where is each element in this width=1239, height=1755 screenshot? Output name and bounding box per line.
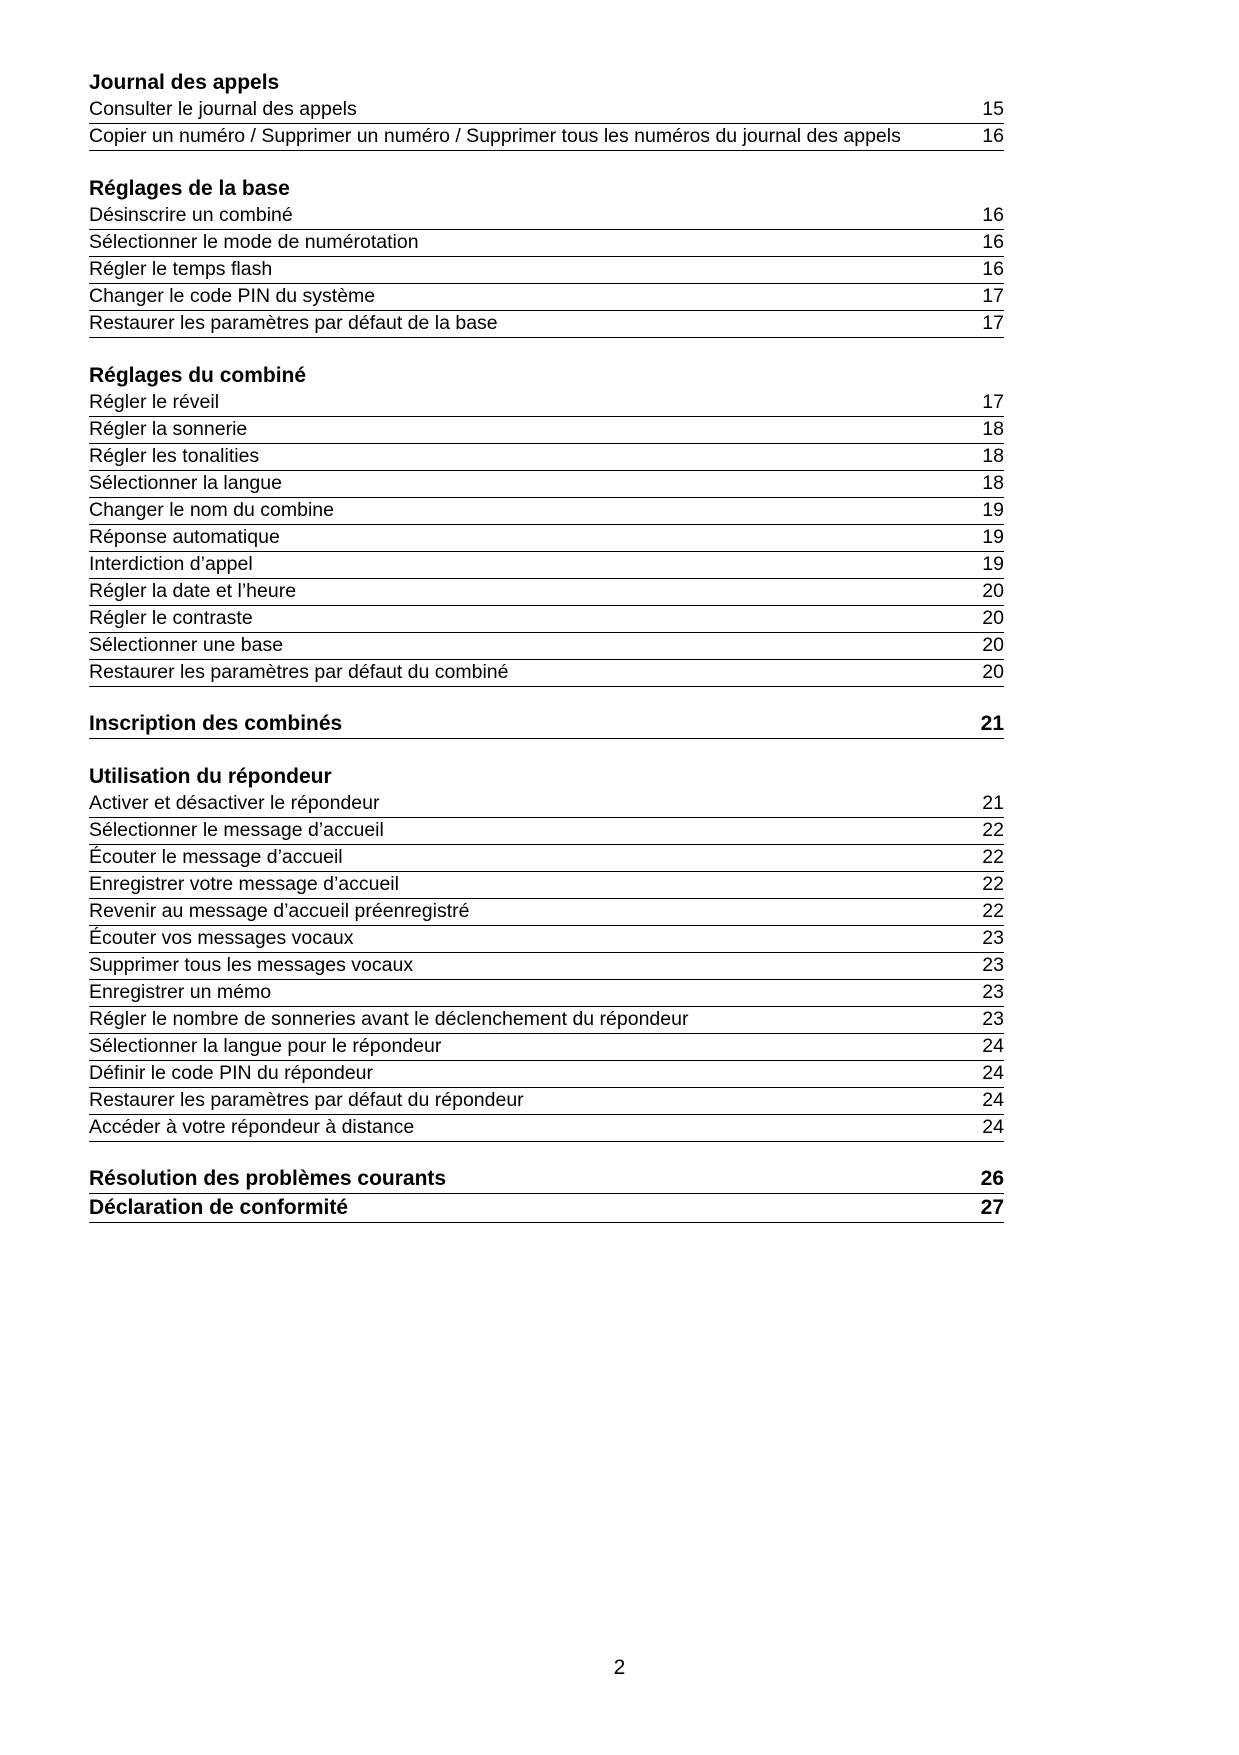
toc-entry-title: Résolution des problèmes courants [89,1167,447,1190]
toc-entry-page: 19 [982,526,1004,548]
toc-entry-page: 20 [982,634,1004,656]
toc-entry-page: 26 [980,1167,1004,1190]
toc-entry[interactable] [89,203,1004,230]
toc-entry-page: 22 [982,900,1004,922]
toc-entry-title: Sélectionner la langue pour le répondeur [89,1035,442,1057]
toc-entry-title: Enregistrer votre message d’accueil [89,873,399,895]
toc-entry[interactable] [89,417,1004,444]
toc-entry[interactable] [89,872,1004,899]
toc-entry[interactable] [89,444,1004,471]
toc-section-inscription [89,710,1004,739]
toc-entry[interactable] [89,579,1004,606]
toc-entry-page: 16 [982,204,1004,226]
toc-section-base [89,174,1004,338]
toc-entry[interactable] [89,471,1004,498]
toc-entry-page: 22 [982,873,1004,895]
toc-entry-title: Déclaration de conformité [89,1196,349,1219]
toc-entry-page: 18 [982,472,1004,494]
table-of-contents [89,68,1004,1246]
toc-entry-title: Inscription des combinés [89,712,343,735]
toc-entry-title: Définir le code PIN du répondeur [89,1062,373,1084]
toc-entry-page: 20 [982,661,1004,683]
toc-entry[interactable] [89,953,1004,980]
section-heading: Journal des appels [89,71,280,94]
page-number: 2 [613,1656,626,1679]
toc-entry-title: Écouter vos messages vocaux [89,927,354,949]
toc-entry-title: Régler les tonalities [89,445,260,467]
toc-entry[interactable] [89,633,1004,660]
toc-entry-title: Restaurer les paramètres par défaut de la base [89,312,498,334]
toc-entry-page: 21 [980,712,1004,735]
toc-entry-title: Désinscrire un combiné [89,204,293,226]
toc-entry-title: Supprimer tous les messages vocaux [89,954,414,976]
toc-entry-page: 23 [982,954,1004,976]
toc-entry-title: Régler le temps flash [89,258,273,280]
toc-major-entry[interactable] [89,1165,1004,1194]
toc-entry-title: Réponse automatique [89,526,280,548]
toc-entry[interactable] [89,845,1004,872]
toc-entry-title: Copier un numéro / Supprimer un numéro / Supprimer tous les numéros du journal des appels [89,125,901,147]
toc-entry-title: Sélectionner le message d’accueil [89,819,384,841]
toc-major-entry[interactable] [89,1194,1004,1223]
toc-entry-page: 17 [982,285,1004,307]
toc-entry[interactable] [89,552,1004,579]
toc-entry-page: 27 [980,1196,1004,1219]
toc-entry-title: Sélectionner le mode de numérotation [89,231,419,253]
toc-entry-page: 23 [982,981,1004,1003]
toc-entry[interactable] [89,1034,1004,1061]
toc-entry-page: 16 [982,231,1004,253]
toc-entry-page: 24 [982,1062,1004,1084]
toc-entry[interactable] [89,1007,1004,1034]
toc-entry-page: 20 [982,580,1004,602]
section-heading: Réglages du combiné [89,364,307,387]
toc-entry-page: 24 [982,1089,1004,1111]
toc-entry-title: Régler la sonnerie [89,418,248,440]
toc-entry-page: 19 [982,499,1004,521]
toc-entry[interactable] [89,1061,1004,1088]
toc-section-final [89,1165,1004,1223]
toc-entry[interactable] [89,525,1004,552]
toc-entry[interactable] [89,257,1004,284]
toc-entry-title: Régler le contraste [89,607,253,629]
toc-entry[interactable] [89,926,1004,953]
toc-entry[interactable] [89,97,1004,124]
toc-entry[interactable] [89,124,1004,151]
toc-entry[interactable] [89,899,1004,926]
toc-entry-page: 18 [982,418,1004,440]
toc-entry-title: Sélectionner la langue [89,472,282,494]
toc-entry-title: Enregistrer un mémo [89,981,272,1003]
toc-entry-title: Régler la date et l’heure [89,580,297,602]
toc-entry-page: 15 [982,98,1004,120]
toc-entry-title: Écouter le message d’accueil [89,846,343,868]
toc-entry-page: 17 [982,391,1004,413]
toc-entry[interactable] [89,498,1004,525]
toc-major-entry[interactable] [89,710,1004,739]
toc-entry[interactable] [89,1088,1004,1115]
toc-entry-title: Sélectionner une base [89,634,284,656]
toc-entry-page: 21 [982,792,1004,814]
toc-entry-page: 22 [982,819,1004,841]
toc-entry-title: Accéder à votre répondeur à distance [89,1116,415,1138]
section-heading: Réglages de la base [89,177,290,200]
toc-section-combine [89,361,1004,687]
toc-section-journal [89,68,1004,151]
toc-entry[interactable] [89,284,1004,311]
toc-entry-title: Activer et désactiver le répondeur [89,792,380,814]
section-heading: Utilisation du répondeur [89,765,332,788]
toc-entry[interactable] [89,791,1004,818]
toc-entry-page: 23 [982,1008,1004,1030]
toc-entry-page: 22 [982,846,1004,868]
toc-entry-page: 17 [982,312,1004,334]
toc-entry[interactable] [89,606,1004,633]
toc-entry-title: Consulter le journal des appels [89,98,357,120]
toc-entry[interactable] [89,818,1004,845]
toc-entry-page: 24 [982,1116,1004,1138]
toc-entry-title: Restaurer les paramètres par défaut du répondeur [89,1089,524,1111]
toc-entry[interactable] [89,660,1004,687]
toc-entry-page: 19 [982,553,1004,575]
toc-entry[interactable] [89,390,1004,417]
toc-entry-title: Régler le réveil [89,391,220,413]
toc-entry-title: Régler le nombre de sonneries avant le déclenchement du répondeur [89,1008,689,1030]
toc-entry[interactable] [89,1115,1004,1142]
toc-entry-title: Changer le code PIN du système [89,285,376,307]
toc-entry-title: Restaurer les paramètres par défaut du combiné [89,661,509,683]
toc-entry-page: 23 [982,927,1004,949]
toc-entry[interactable] [89,311,1004,338]
toc-entry-page: 16 [982,258,1004,280]
toc-entry[interactable] [89,230,1004,257]
toc-entry-page: 18 [982,445,1004,467]
toc-entry-page: 16 [982,125,1004,147]
toc-entry-title: Revenir au message d’accueil préenregistré [89,900,470,922]
toc-entry-page: 20 [982,607,1004,629]
toc-entry-title: Changer le nom du combine [89,499,334,521]
toc-entry-title: Interdiction d’appel [89,553,253,575]
toc-entry[interactable] [89,980,1004,1007]
toc-section-repondeur [89,762,1004,1142]
toc-entry-page: 24 [982,1035,1004,1057]
